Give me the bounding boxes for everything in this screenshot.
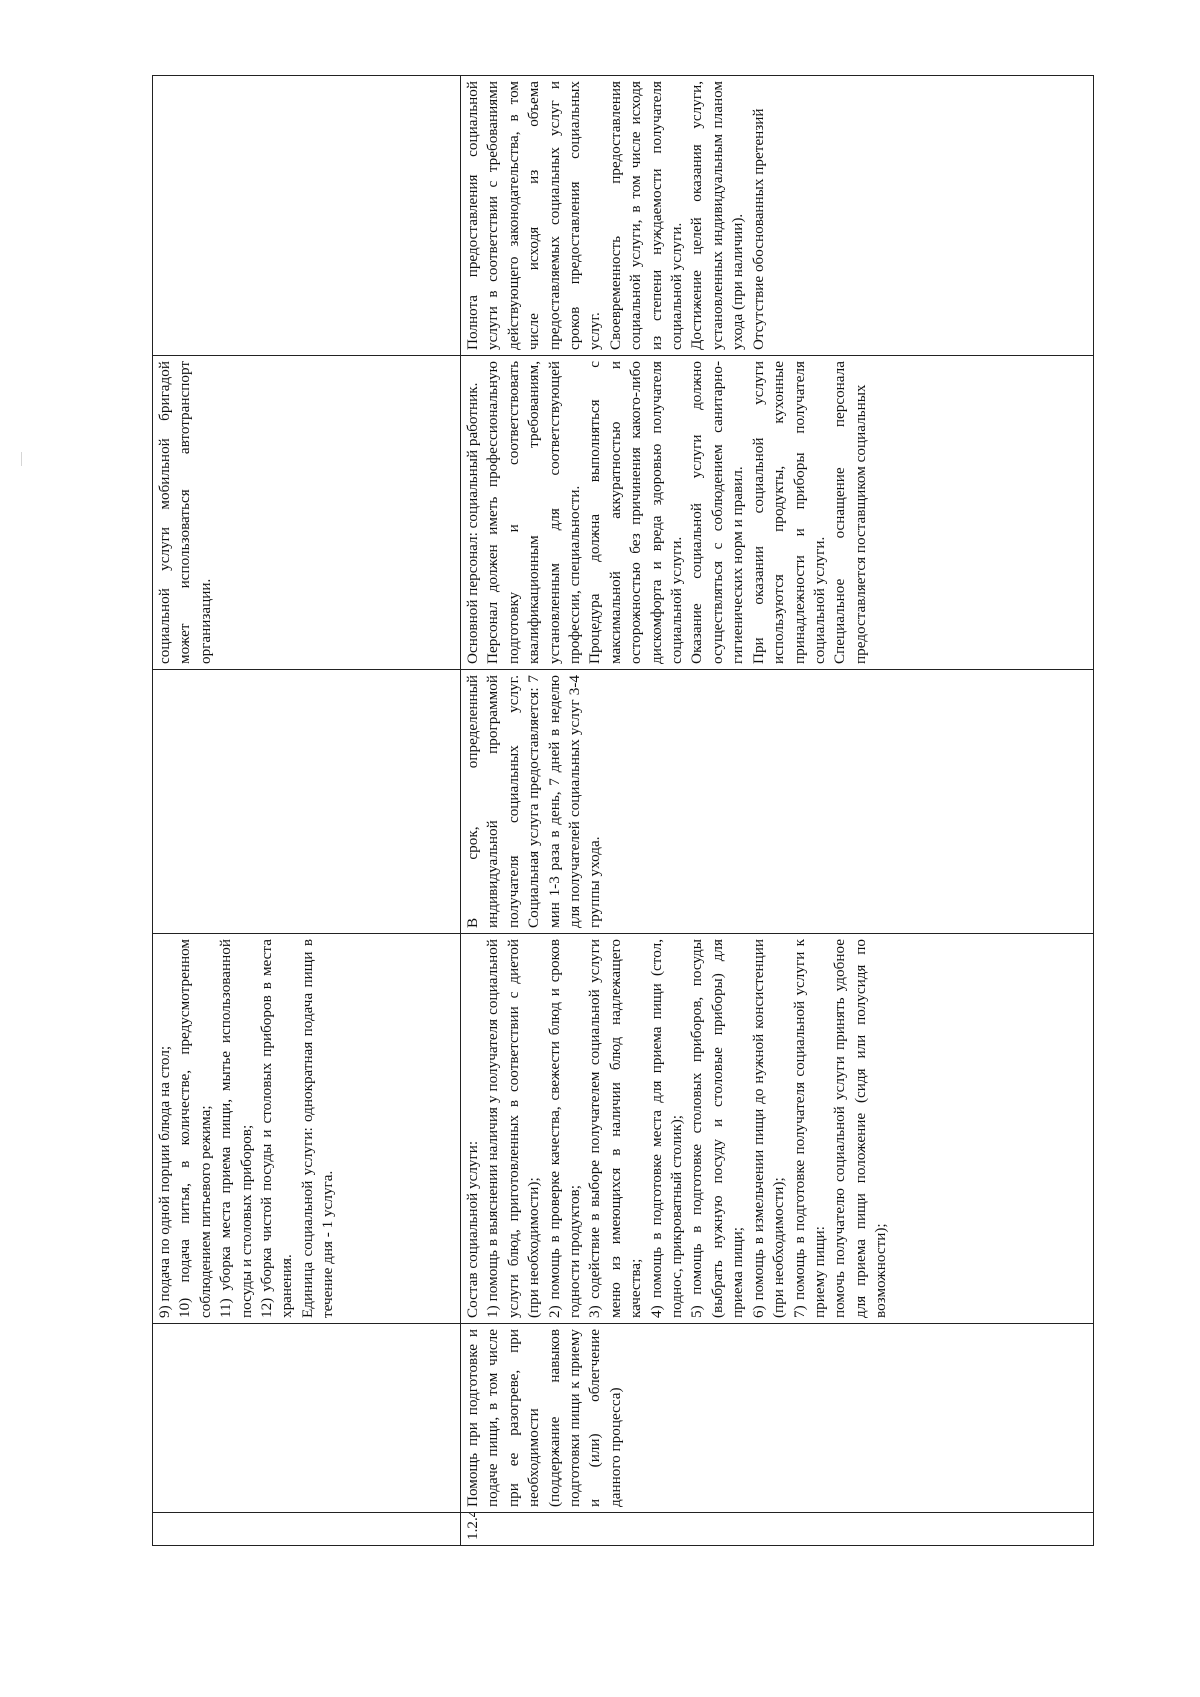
conditions-line: Специальное оснащение персонала предоставляется поставщиком социальных [831, 361, 869, 664]
description-line: 3) содействие в выборе получателем социальной услуги меню из имеющихся в наличии блюд надлежащего качества; [586, 939, 645, 1318]
cell-service-name [153, 1324, 461, 1513]
cell-service-name: Помощь при подготовке и подаче пищи, в том числе при ее разогреве, при необходимости (поддержание навыков подготовки пищи к приему и (или) облегчение данного процесса) [461, 1324, 1094, 1513]
description-line: 2) помощь в проверке качества, свежести блюд и сроков годности продуктов; [545, 939, 584, 1318]
conditions-line: Процедура должна выполняться с максимальной аккуратностью и осторожностью без причинения какого-либо дискомфорта и вреда здоровью получателя социальной услуги. [586, 361, 686, 664]
cell-conditions: социальной услуги мобильной бригадой может использоваться автотранспорт организации. [153, 356, 461, 670]
cell-term: В срок, определенный индивидуальной программой получателя социальных услуг. Социальная услуга предоставляется: 7 мин 1-3 раза в день, 7 дней в неделю для получателей социальных услуг 3-4 группы ухода. [461, 670, 1094, 934]
cell-description [461, 934, 1094, 1324]
services-table [152, 75, 1094, 1546]
conditions-line: Персонал должен иметь профессиональную подготовку и соответствовать квалификационным требованиям, установленным для соответствующей профессии, специальности. [484, 361, 584, 664]
cell-term [153, 670, 461, 934]
conditions-line: Оказание социальной услуги должно осуществляться с соблюдением санитарно-гигиенических норм и правил. [688, 361, 747, 664]
conditions-line: Основной персонал: социальный работник. [464, 382, 481, 664]
description-line: 1) помощь в выяснении наличия у получателя социальной услуги блюд, приготовленных в соответствии с диетой (при необходимости); [484, 939, 543, 1318]
cell-number [153, 1513, 461, 1546]
description-line: 11) уборка места приема пищи, мытье использованной посуды и столовых приборов; [217, 939, 255, 1318]
cell-conditions [461, 356, 1094, 670]
description-line: 6) помощь в измельчении пищи до нужной консистенции (при необходимости); [749, 939, 788, 1318]
description-line: 10) подача питья, в количестве, предусмотренном соблюдением питьевого режима; [176, 939, 214, 1318]
rotated-table-container [152, 76, 1094, 1546]
conditions-line: При оказании социальной услуги используются продукты, кухонные принадлежности и приборы получателя социальной услуги. [749, 361, 828, 664]
description-line: Единица социальной услуги: однократная подача пищи в течение дня - 1 услуга. [298, 939, 337, 1318]
quality-line: Своевременность предоставления социальной услуги, в том числе исходя из степени нуждаемости получателя социальной услуги. [606, 81, 686, 350]
description-line: 12) уборка чистой посуды и столовых приборов в места хранения. [258, 939, 296, 1318]
description-line: помочь получателю социальной услуги принять удобное для приема пищи положение (сидя или полусидя по возможности); [831, 939, 890, 1318]
cell-quality [153, 76, 461, 356]
description-line: 9) подача по одной порции блюда на стол; [156, 1045, 173, 1318]
cell-quality [461, 76, 1094, 356]
table-row [461, 76, 1094, 1546]
cell-description [153, 934, 461, 1324]
description-line: 5) помощь в подготовке столовых приборов, посуды (выбрать нужную посуду и столовые приборы) для приема пищи; [688, 939, 747, 1318]
quality-line: Достижение целей оказания услуги, установленных индивидуальным планом ухода (при наличии). [688, 81, 747, 350]
description-line: 4) помощь в подготовке места для приема пищи (стол, поднос, прикроватный столик); [647, 939, 686, 1318]
quality-line: Полнота предоставления социальной услуги в соответствии с требованиями действующего законодательства, в том числе исходя из объема предоставляемых социальных услуг и сроков предоставления социальных услуг. [464, 81, 604, 350]
cell-number: 1.2.4 [461, 1513, 1094, 1546]
quality-line: Отсутствие обоснованных претензий [749, 108, 767, 350]
description-line: 7) помощь в подготовке получателя социальной услуги к приему пищи: [790, 939, 828, 1318]
table-row [153, 76, 461, 1546]
description-line: Состав социальной услуги: [464, 1140, 481, 1318]
scan-artifact-mark [21, 452, 22, 466]
